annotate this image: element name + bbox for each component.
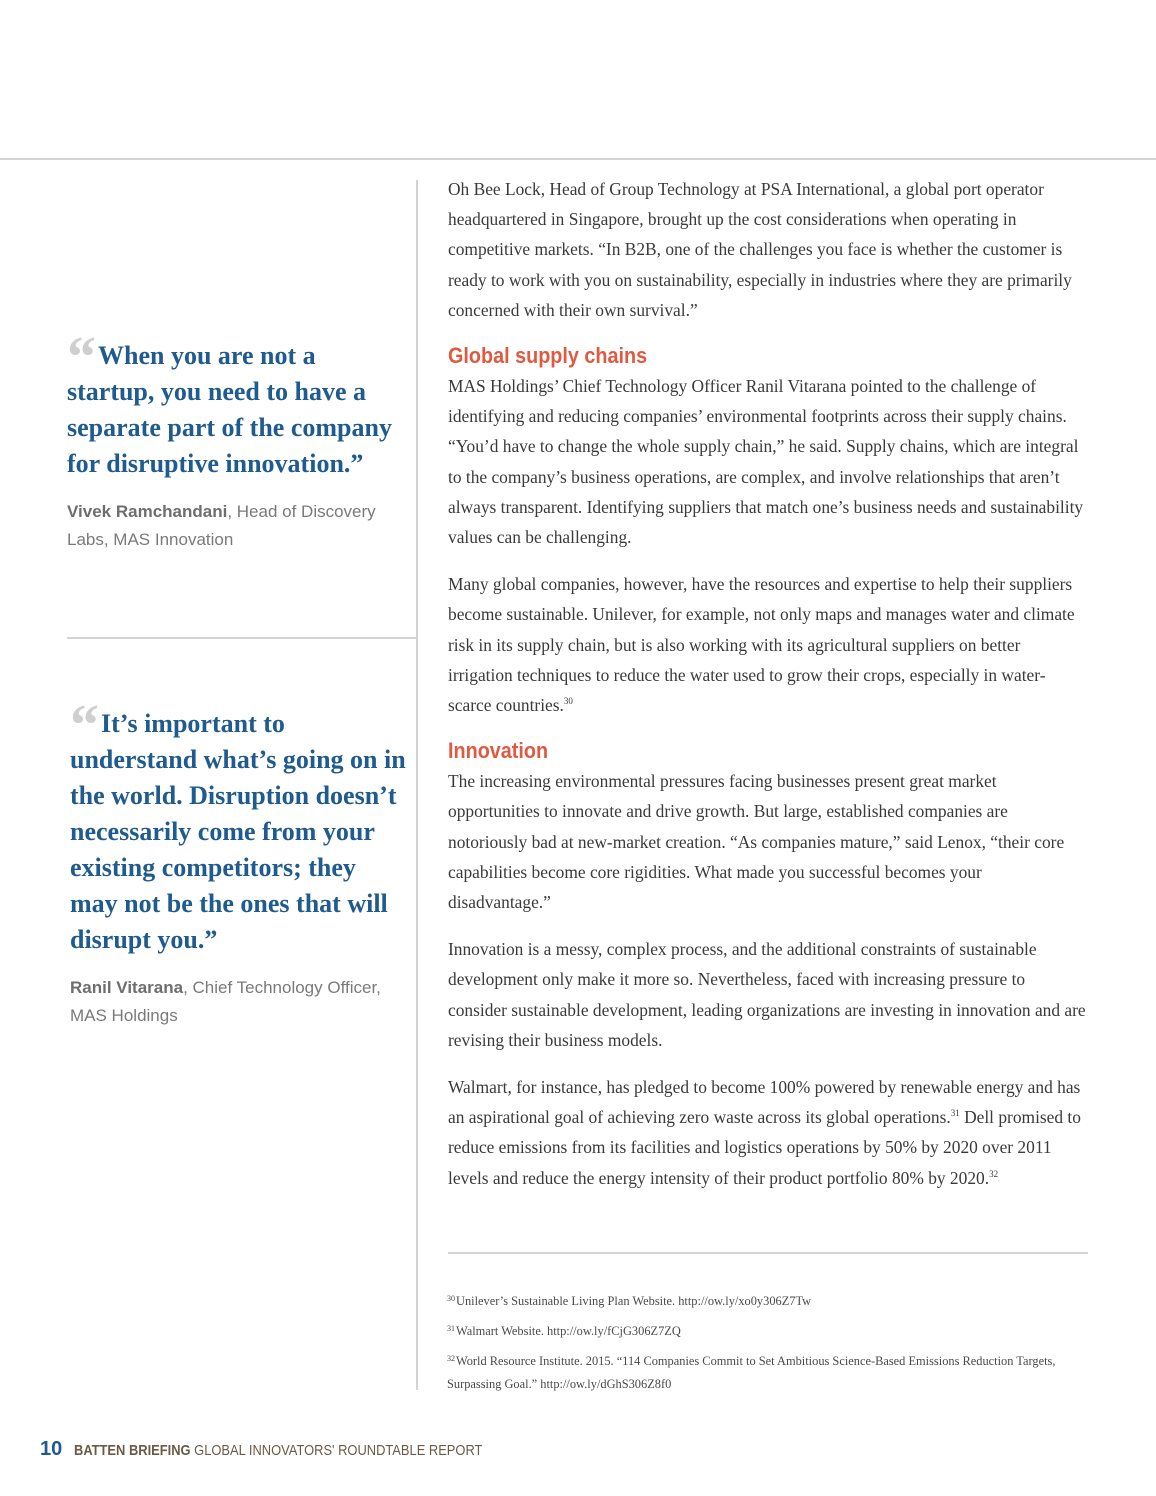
header-rule — [0, 158, 1156, 160]
footnote-rule — [448, 1252, 1088, 1254]
footnote-text: Walmart Website. http://ow.ly/fCjG306Z7ZQ — [456, 1324, 681, 1338]
quote-mark-icon: “ — [67, 324, 92, 389]
page-number: 10 — [40, 1438, 63, 1460]
intro-paragraph: Oh Bee Lock, Head of Group Technology at PSA International, a global port operator headquartered in Singapore, brought up the cost considerations when operating in competitive markets. “In B2B, one of the challenges you face is whether the customer is ready to work with you on sustainability, especially in industries where they are primarily concerned with their own survival.” — [448, 179, 1072, 320]
left-column-divider — [67, 637, 417, 639]
pull-quote-text — [67, 324, 397, 482]
column-divider — [416, 180, 418, 1390]
quote-mark-icon: “ — [70, 692, 95, 757]
footer-brand — [74, 1442, 482, 1460]
footnote-text: World Resource Institute. 2015. “114 Companies Commit to Set Ambitious Science-Based Emissions Reduction Targets, Surpassing Goal.” http://ow.ly/dGhS306Z8f0 — [447, 1354, 1056, 1391]
body-paragraph — [448, 1072, 1088, 1193]
pull-quote-body: When you are not a startup, you need to have a separate part of the company for disruptive innovation.” — [67, 341, 392, 478]
pull-quote-1 — [67, 324, 397, 554]
footnotes — [447, 1290, 1087, 1403]
attribution-title: , Head of Discovery Labs, MAS Innovation — [67, 502, 376, 549]
attribution-title: , Chief Technology Officer, MAS Holdings — [70, 978, 381, 1025]
body-paragraph: MAS Holdings’ Chief Technology Officer Ranil Vitarana pointed to the challenge of identifying and reducing companies’ environmental footprints across their supply chains. “You’d have to change the whole supply chain,” he said. Supply chains, which are integral to the company’s business operations, are complex, and involve relationships that aren’t always transparent. Identifying suppliers that match one’s business needs and sustainability values can be challenging. — [448, 376, 1084, 548]
footnote-number: 31 — [447, 1324, 455, 1333]
pull-quote-body: It’s important to understand what’s going on in the world. Disruption doesn’t necessarily come from your existing competitors; they may not be the ones that will disrupt you.” — [70, 709, 406, 954]
footnote-ref: 32 — [989, 1168, 999, 1179]
footnote — [447, 1320, 1087, 1343]
body-paragraph: Innovation is a messy, complex process, and the additional constraints of sustainable development only make it more so. Nevertheless, faced with increasing pressure to consider sustainable development, leading organizations are investing in innovation and are revising their business models. — [448, 939, 1086, 1050]
footer-brand-bold: BATTEN BRIEFING — [74, 1442, 191, 1459]
attribution-name: Vivek Ramchandani — [67, 502, 228, 521]
pull-quote-text — [70, 692, 410, 958]
footnote-number: 30 — [447, 1294, 455, 1303]
pull-quote-attribution — [70, 974, 410, 1030]
pull-quote-attribution — [67, 498, 397, 554]
footnote-ref: 31 — [950, 1108, 960, 1119]
footnote — [447, 1290, 1087, 1313]
attribution-name: Ranil Vitarana — [70, 978, 184, 997]
footnote-ref: 30 — [563, 696, 573, 707]
main-column — [448, 174, 1088, 1210]
pull-quote-2 — [70, 692, 410, 1030]
section-heading-supply-chains: Global supply chains — [448, 343, 648, 369]
paragraph-text: Many global companies, however, have the resources and expertise to help their suppliers become sustainable. Unilever, for example, not only maps and manages water and climate risk in its supply chain, but is also working with its agricultural suppliers on better irrigation techniques to reduce the water used to grow their crops, especially in water-scarce countries. — [448, 574, 1075, 716]
paragraph-text: Dell promised to reduce emissions from its facilities and logistics operations by 50% by 2020 over 2011 levels and reduce the energy intensity of their product portfolio 80% by 2020. — [448, 1107, 1081, 1188]
body-paragraph: The increasing environmental pressures facing businesses present great market opportunities to innovate and drive growth. But large, established companies are notoriously bad at new-market creation. “As companies mature,” said Lenox, “their core capabilities become core rigidities. What made you successful becomes your disadvantage.” — [448, 771, 1065, 913]
footer-report-title: GLOBAL INNOVATORS' ROUNDTABLE REPORT — [190, 1442, 483, 1459]
footnote-number: 32 — [447, 1354, 455, 1363]
section-heading-innovation: Innovation — [448, 738, 549, 764]
footnote-text: Unilever’s Sustainable Living Plan Website. http://ow.ly/xo0y306Z7Tw — [456, 1294, 812, 1308]
footnote — [447, 1350, 1087, 1396]
paragraph-text: Walmart, for instance, has pledged to become 100% powered by renewable energy and has an aspirational goal of achieving zero waste across its global operations. — [448, 1077, 1081, 1128]
body-paragraph — [448, 569, 1088, 720]
page-footer — [40, 1438, 549, 1461]
